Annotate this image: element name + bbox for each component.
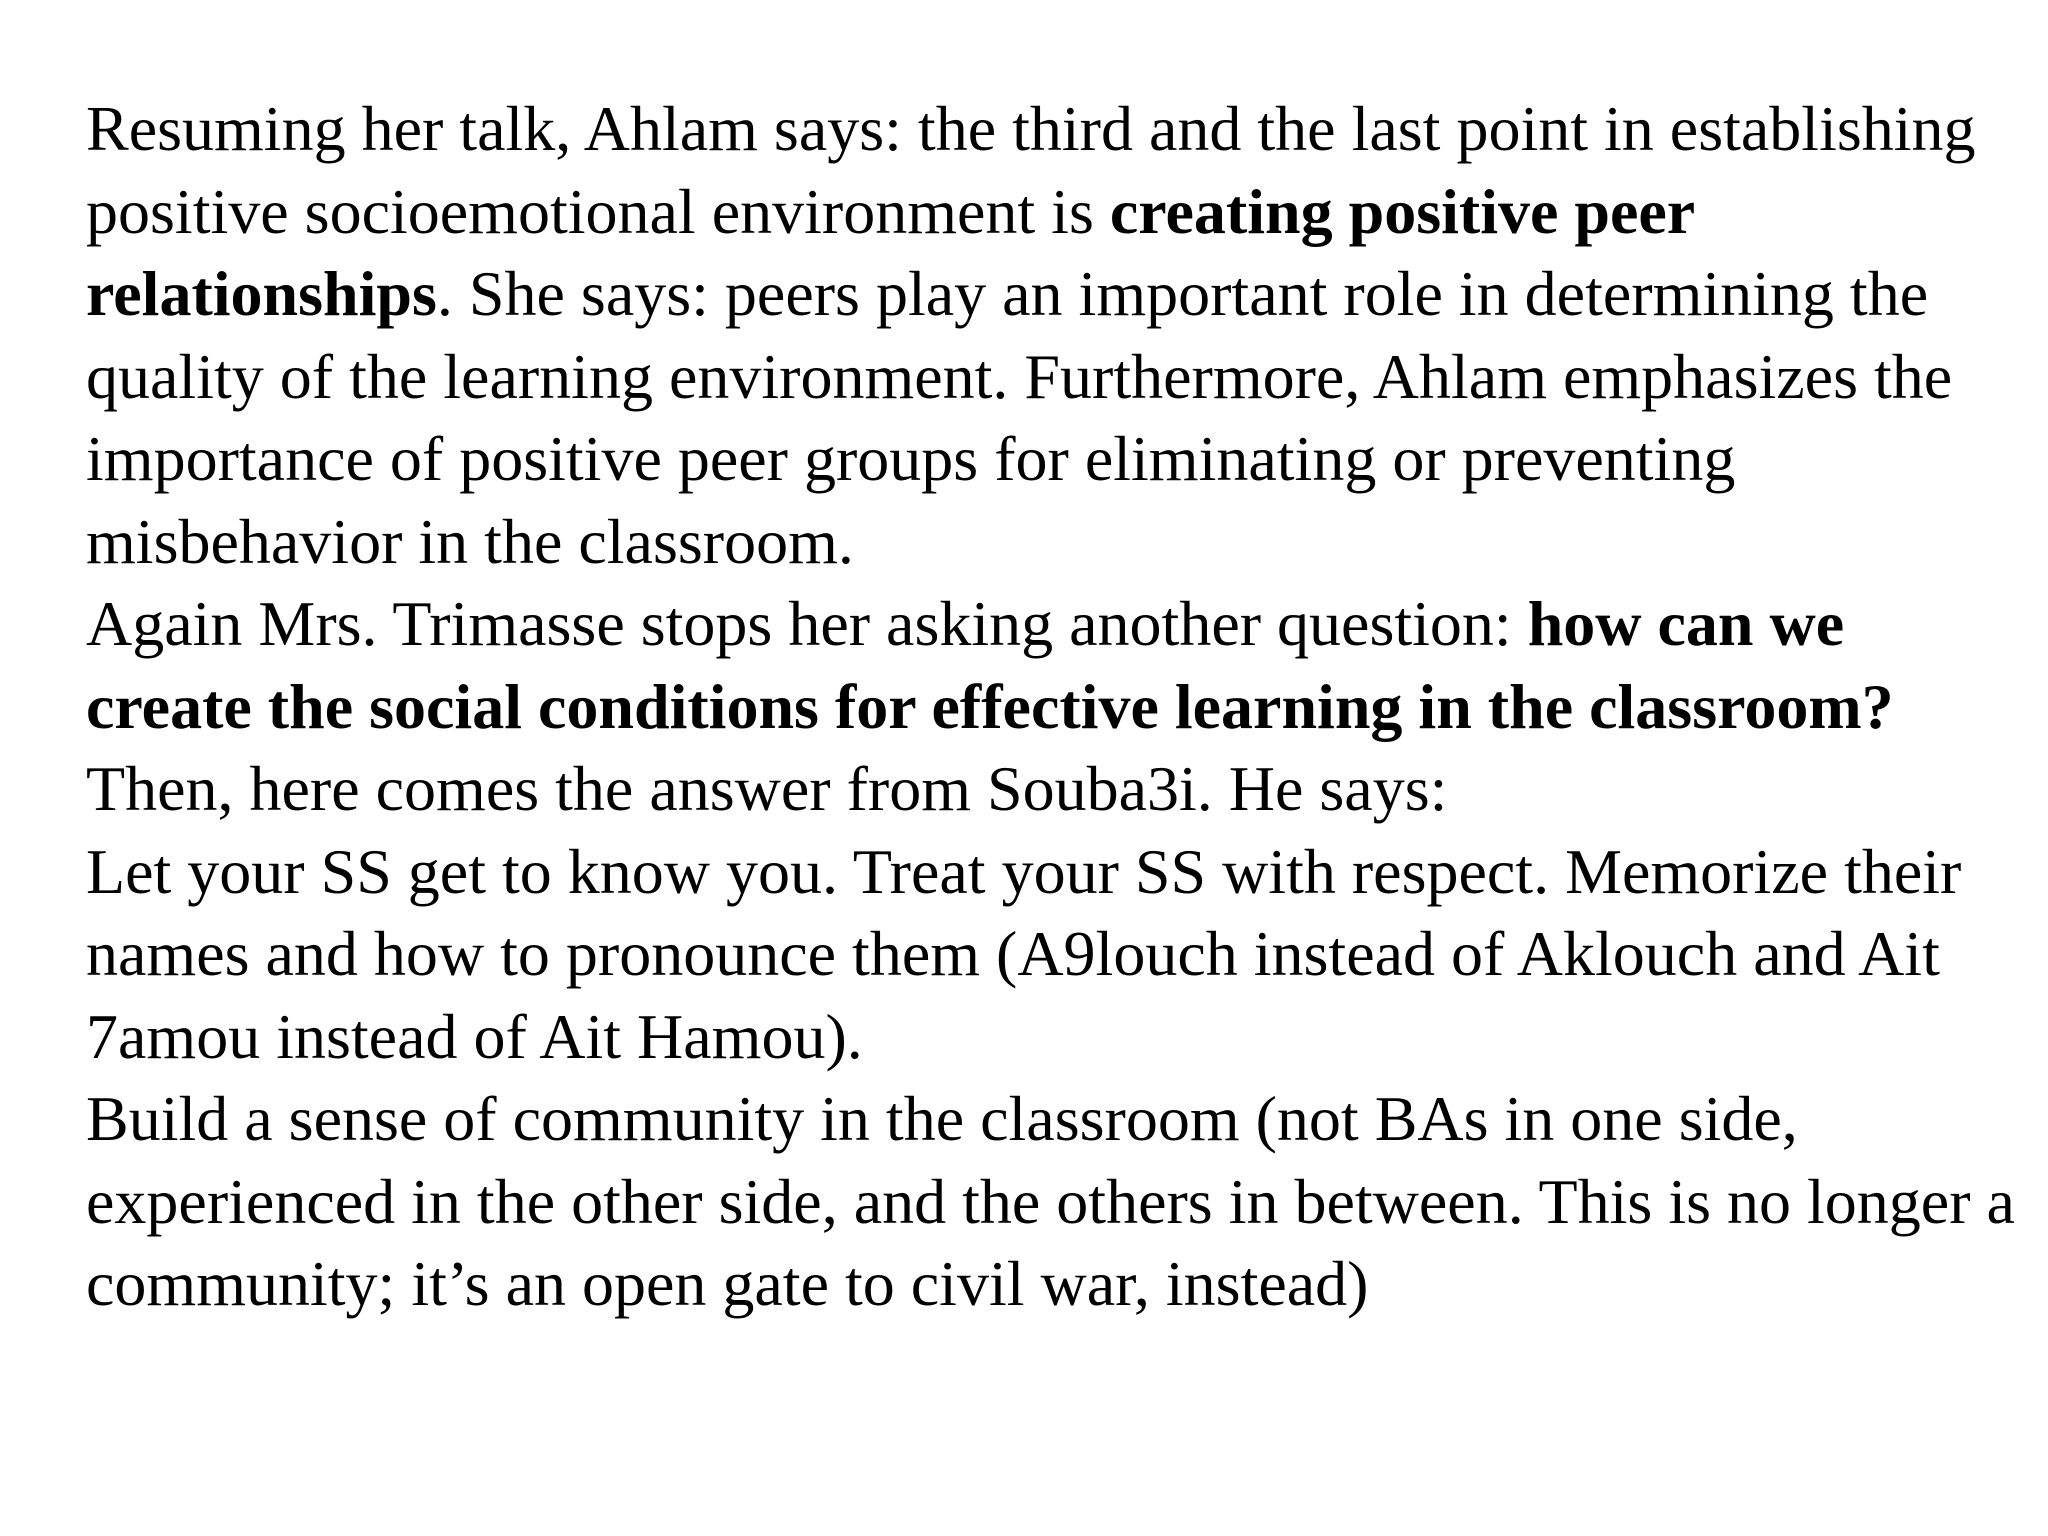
document-body [86, 88, 2016, 1326]
paragraph-question [86, 583, 2016, 748]
paragraph-text: . She says: peers play an important role in determining the quality of the learning environment. Furthermore, Ahlam emphasizes the importance of positive peer groups for eliminating or preventing misbehavior in the classroom. [86, 258, 1953, 577]
paragraph-text: Again Mrs. Trimasse stops her asking another question: [86, 588, 1528, 659]
question-bold: how can we create the social conditions for effective learning in the classroom? [86, 588, 1894, 742]
paragraph-answer-intro: Then, here comes the answer from Souba3i. He says: [86, 753, 1448, 824]
paragraph-peer-relationships [86, 88, 2016, 583]
paragraph-community: Build a sense of community in the classroom (not BAs in one side, experienced in the other side, and the others in between. This is no longer a community; it’s an open gate to civil war, instead) [86, 1083, 2015, 1319]
paragraph-text: Resuming her talk, Ahlam says: the third and the last point in establishing positive socioemotional environment is [86, 93, 1976, 247]
paragraph-respect: Let your SS get to know you. Treat your SS with respect. Memorize their names and how to pronounce them (A9louch instead of Aklouch and Ait 7amou instead of Ait Hamou). [86, 835, 1962, 1072]
key-concept-bold: creating positive peer relationships [86, 175, 1695, 329]
